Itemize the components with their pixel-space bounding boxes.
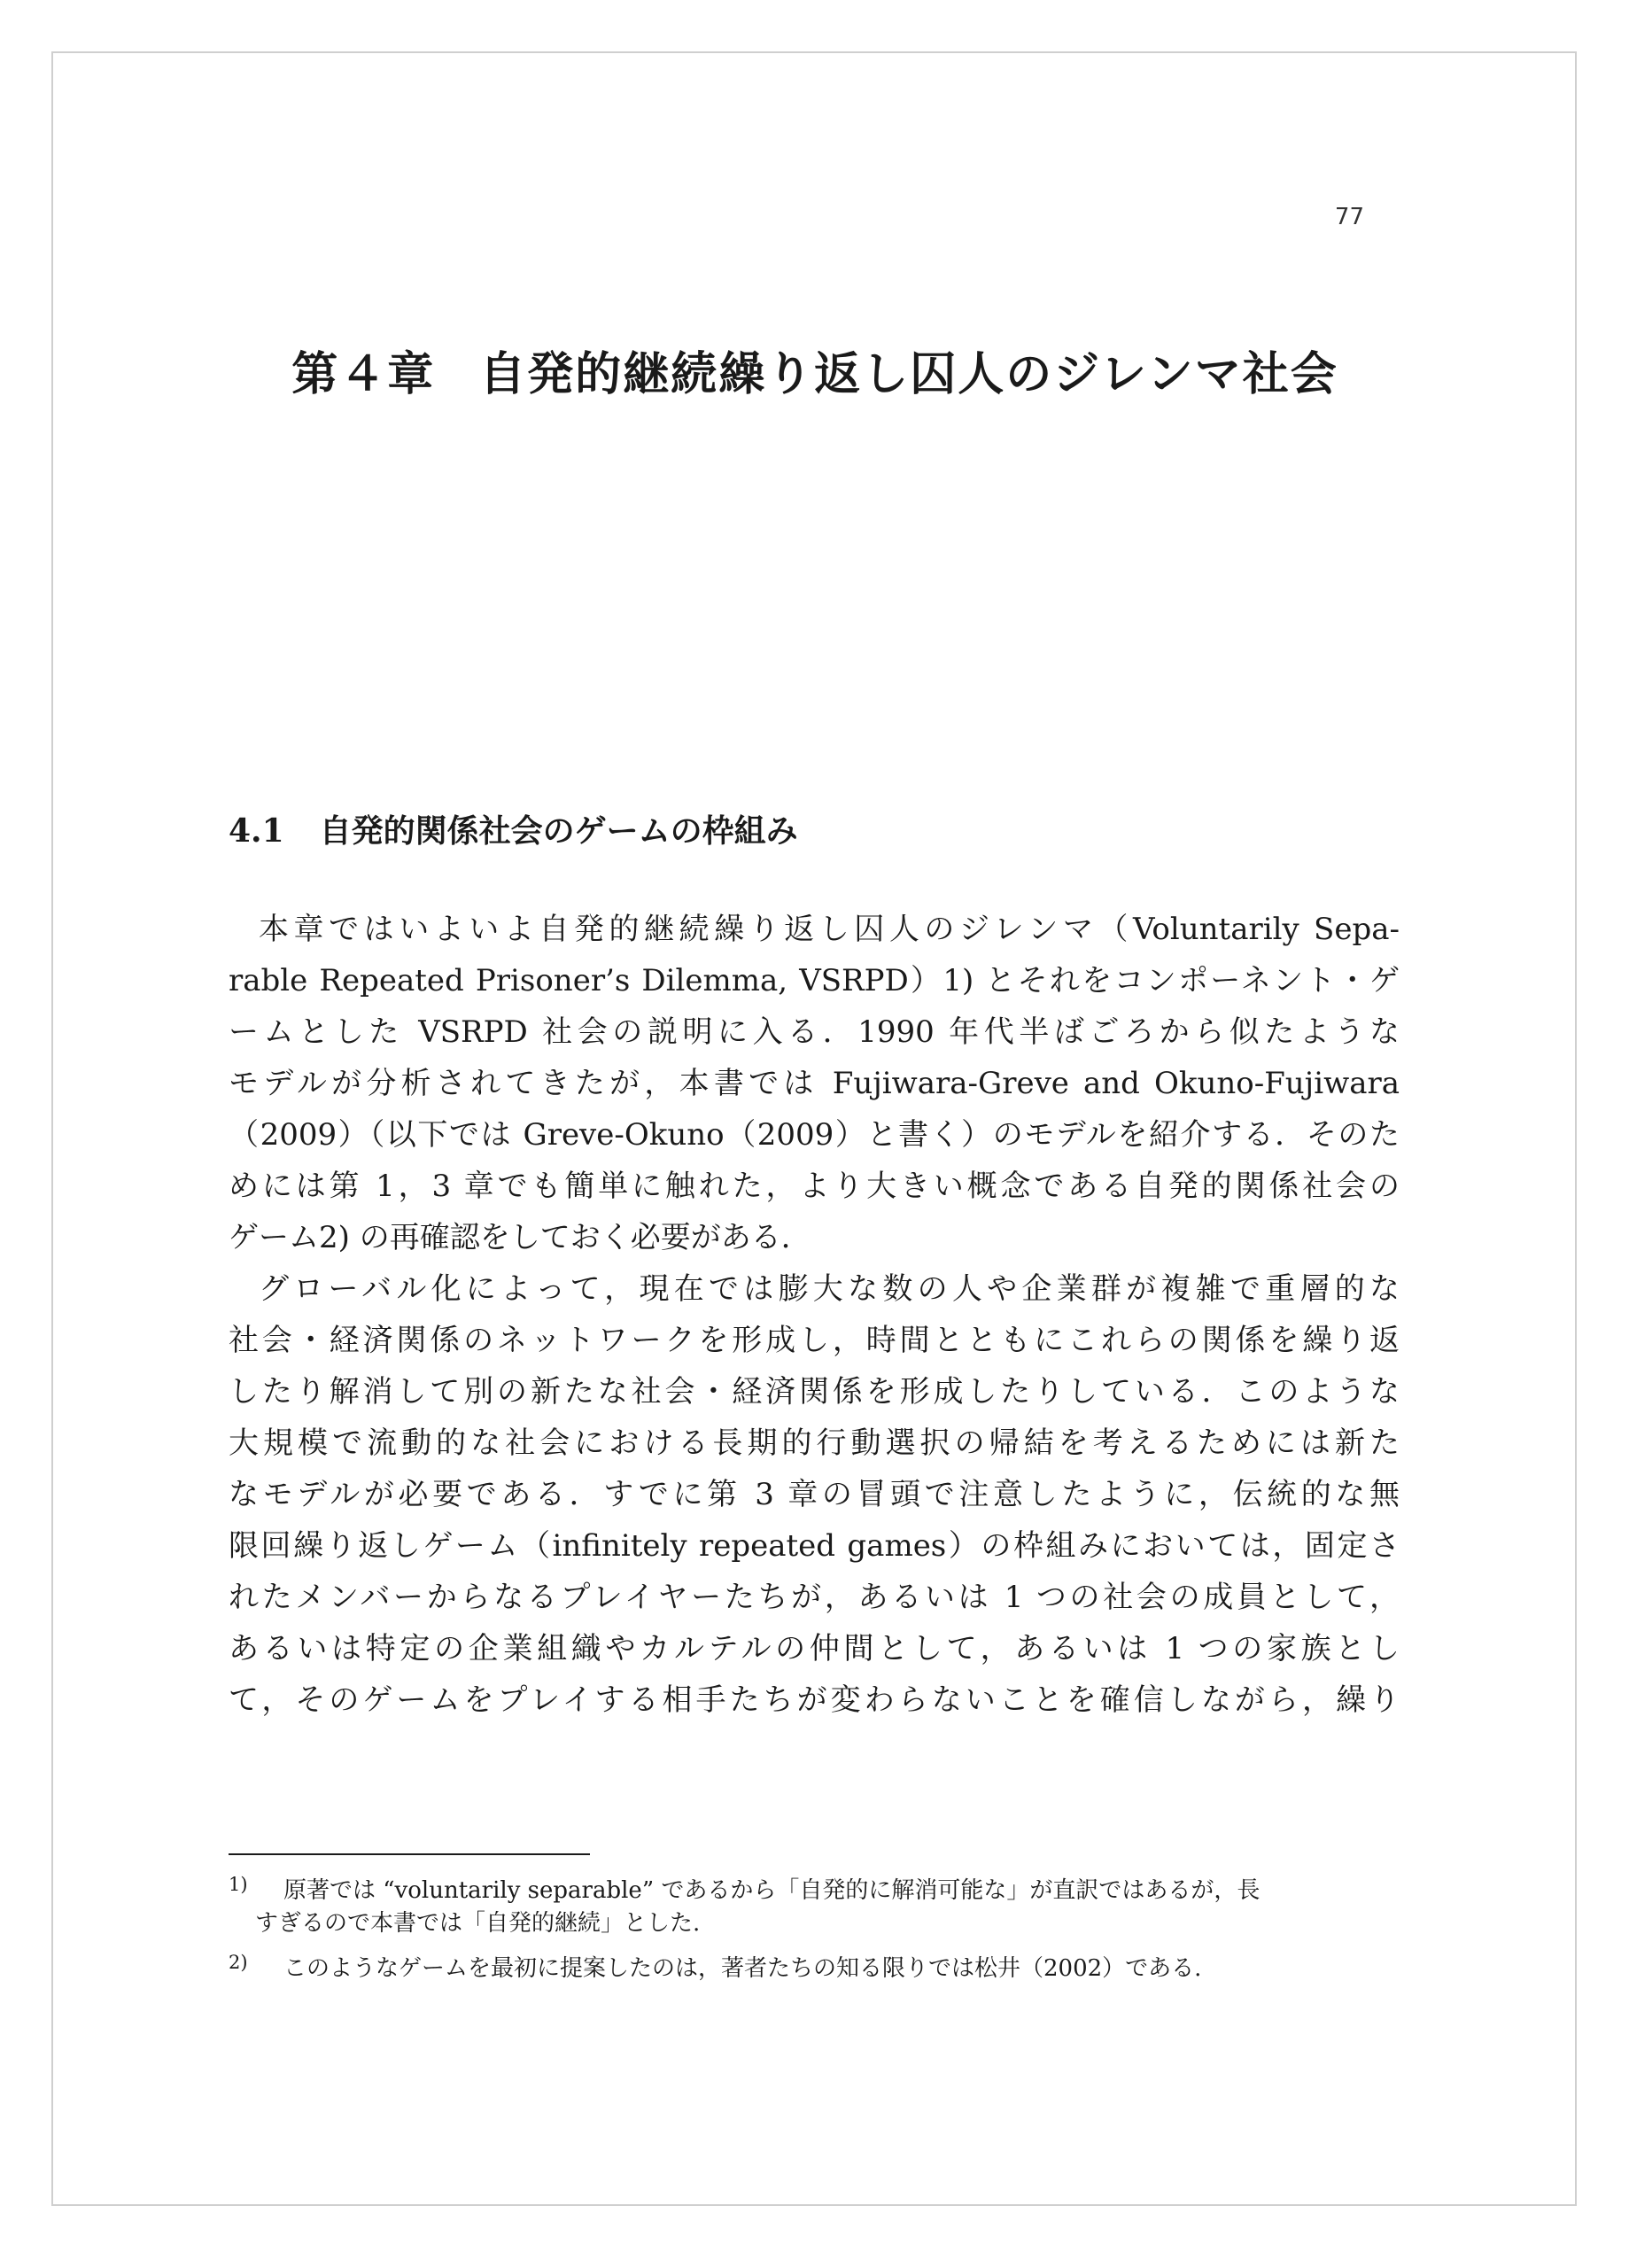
footnote-line <box>229 1865 1400 1904</box>
body-line: なモデルが必要である．すでに第 3 章の冒頭で注意したように，伝統的な無 <box>229 1477 1400 1512</box>
body-line: 本章ではいよいよ自発的継続繰り返し囚人のジレンマ（Voluntarily Sepa- <box>259 912 1400 947</box>
body-line: モデルが分析されてきたが，本書では Fujiwara-Greve and Okuno-Fujiwara <box>229 1066 1400 1101</box>
body-line: 社会・経済関係のネットワークを形成し，時間とともにこれらの関係を繰り返 <box>229 1323 1400 1358</box>
footnotes <box>229 1865 1400 1982</box>
chapter-title <box>230 337 1400 403</box>
chapter-title-text: 自発的継続繰り返し囚人のジレンマ社会 <box>479 348 1338 401</box>
body-line: れたメンバーからなるプレイヤーたちが，あるいは 1 つの社会の成員として， <box>229 1580 1400 1615</box>
chapter-label: 第４章 <box>291 348 436 401</box>
body-line: ゲーム2) の再確認をしておく必要がある． <box>229 1220 811 1255</box>
footnote-text: このようなゲームを最初に提案したのは，著者たちの知る限りでは松井（2002）である. <box>283 1955 1202 1982</box>
section-number: 4.1 <box>229 812 284 850</box>
body-line: rable Repeated Prisoner’s Dilemma, VSRPD）1) とそれをコンポーネント・ゲ <box>229 963 1400 998</box>
footnote-mark: 2) <box>229 1952 248 1973</box>
body-line: グローバル化によって，現在では膨大な数の人や企業群が複雑で重層的な <box>259 1271 1400 1307</box>
body-line: 大規模で流動的な社会における長期的行動選択の帰結を考えるためには新た <box>229 1425 1400 1461</box>
footnote-text: 原著では “voluntarily separable” であるから「自発的に解消可能な」が直訳ではあるが，長 <box>283 1877 1261 1904</box>
footnote-line <box>229 1943 1400 1982</box>
section-title: 自発的関係社会のゲームの枠組み <box>319 813 798 850</box>
body-line: あるいは特定の企業組織やカルテルの仲間として，あるいは 1 つの家族とし <box>229 1631 1400 1666</box>
footnote-text: すぎるので本書では「自発的継続」とした. <box>255 1910 701 1937</box>
page-number: 77 <box>1334 204 1364 230</box>
body-line: めには第 1，3 章でも簡単に触れた，より大きい概念である自発的関係社会の <box>229 1169 1400 1204</box>
body-line: 限回繰り返しゲーム（infinitely repeated games）の枠組みにおいては，固定さ <box>229 1528 1400 1564</box>
body-text <box>229 904 1400 1726</box>
body-line: したり解消して別の新たな社会・経済関係を形成したりしている．このような <box>229 1374 1400 1410</box>
body-line: （2009）（以下では Greve-Okuno（2009）と書く）のモデルを紹介する．そのた <box>229 1117 1400 1153</box>
section-heading <box>229 806 798 851</box>
footnote-mark: 1) <box>229 1874 248 1895</box>
footnote-line <box>229 1904 1400 1943</box>
footnote-rule <box>229 1853 590 1855</box>
body-line: て，そのゲームをプレイする相手たちが変わらないことを確信しながら，繰り <box>229 1682 1400 1718</box>
body-line: ームとした VSRPD 社会の説明に入る．1990 年代半ばごろから似たような <box>229 1014 1400 1050</box>
